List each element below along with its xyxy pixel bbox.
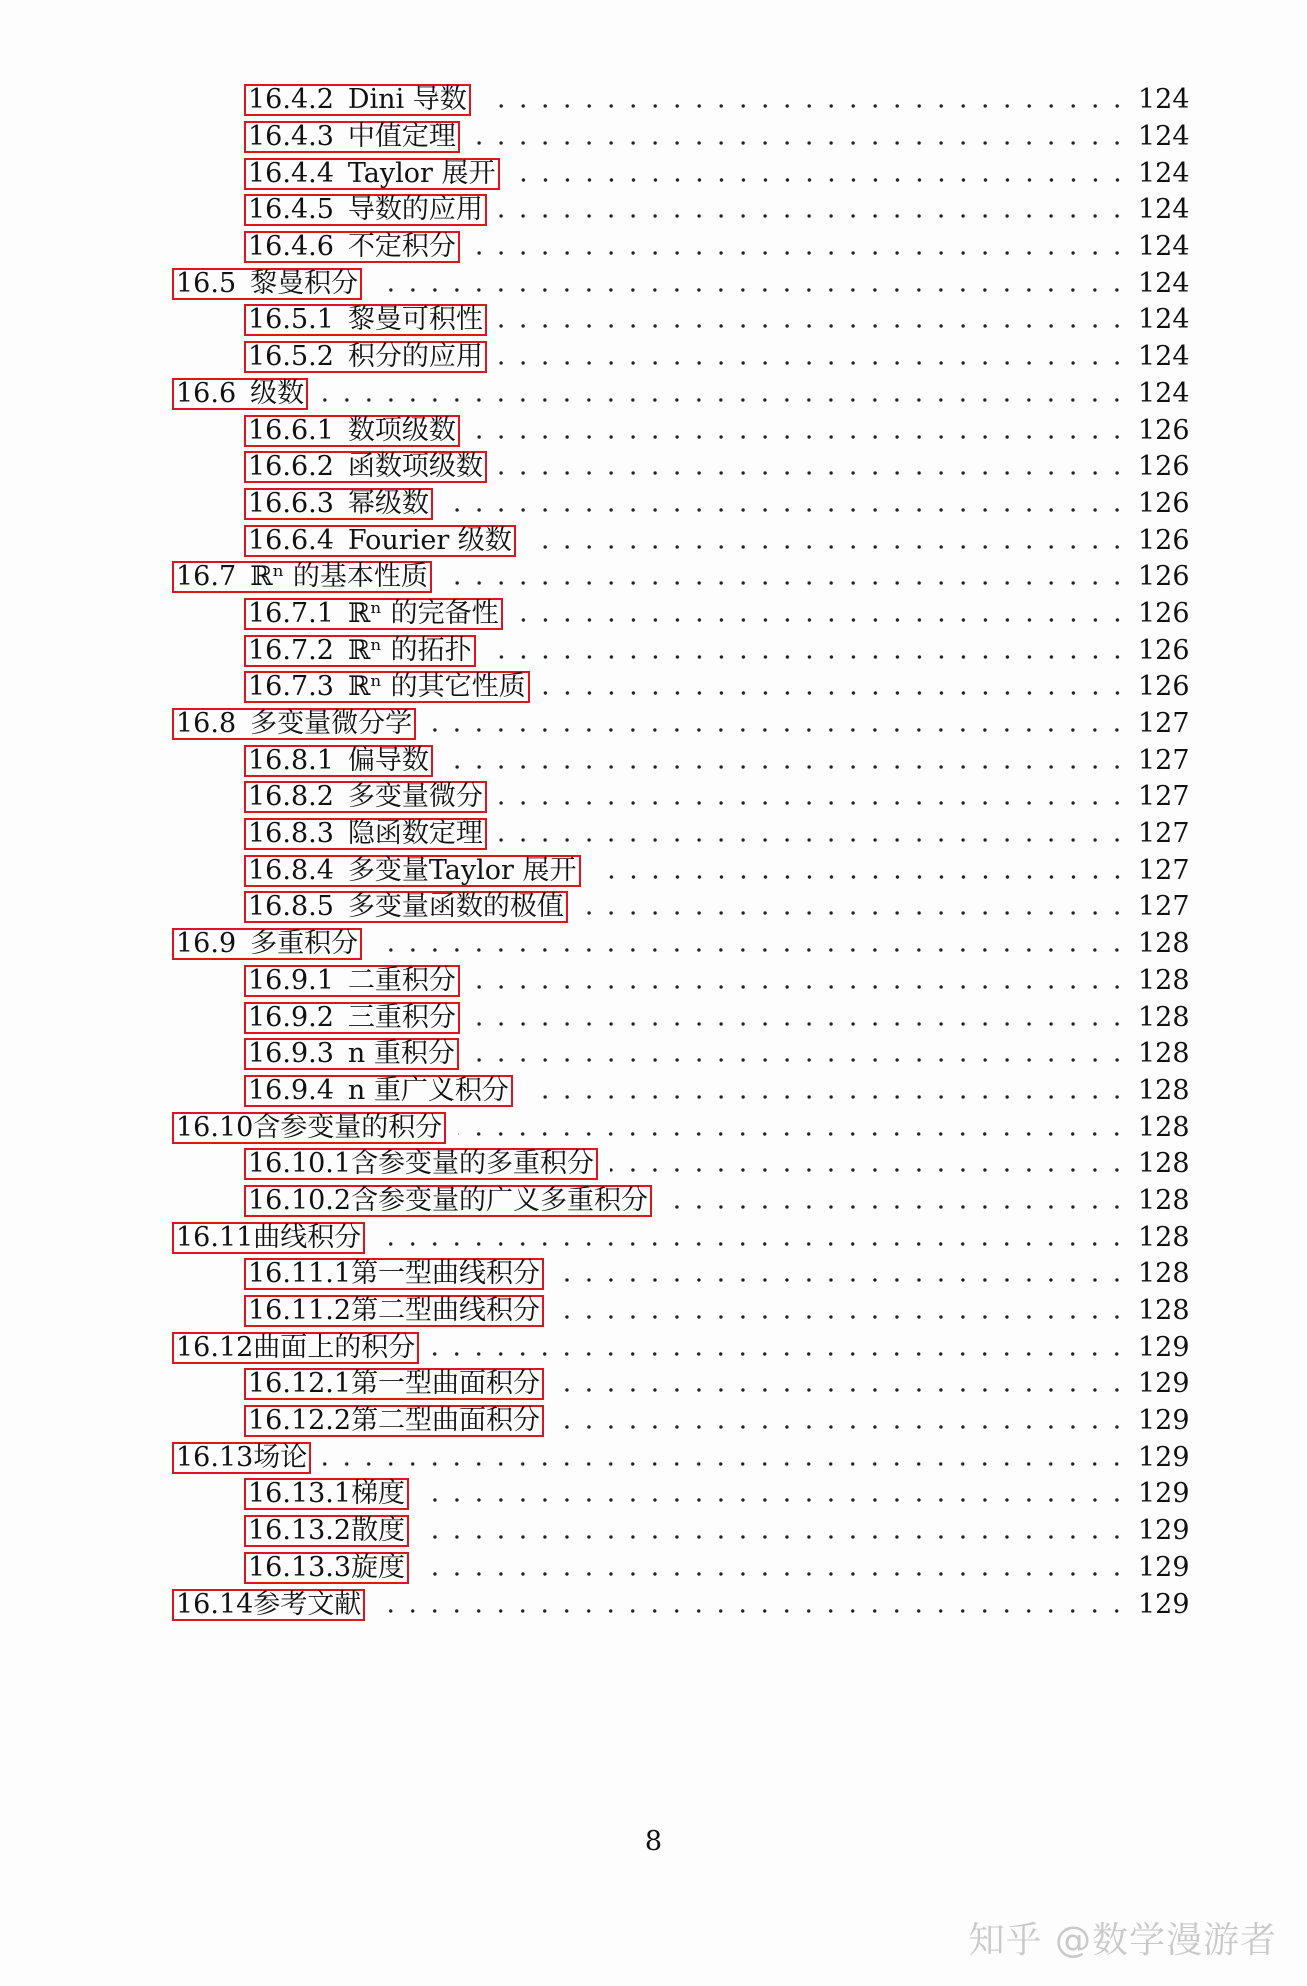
toc-section-number: 16.10 <box>176 1111 254 1143</box>
dot-leader <box>512 177 1128 183</box>
toc-section-title: 级数 <box>250 377 305 409</box>
toc-link[interactable] <box>244 1185 652 1217</box>
toc-section-title: 第一型曲线积分 <box>351 1258 541 1290</box>
toc-entry <box>172 779 1190 816</box>
dot-leader <box>471 1057 1128 1063</box>
toc-section-title: 不定积分 <box>347 231 456 263</box>
toc-link[interactable] <box>244 818 487 850</box>
dot-leader <box>374 287 1128 293</box>
toc-link[interactable] <box>244 84 471 116</box>
toc-entry <box>172 449 1190 486</box>
toc-section-title: 二重积分 <box>347 964 456 996</box>
toc-link[interactable] <box>172 378 308 410</box>
toc-section-number: 16.12.1 <box>248 1368 352 1400</box>
toc-section-number: 16.11.2 <box>248 1295 352 1327</box>
toc-section-number: 16.5.1 <box>248 304 334 336</box>
toc-page-number: 127 <box>1138 708 1190 740</box>
toc-entry <box>172 1293 1190 1330</box>
toc-section-number: 16.9.3 <box>248 1038 334 1070</box>
dot-leader <box>472 434 1128 440</box>
toc-section-number: 16.6.1 <box>248 414 334 446</box>
toc-page-number: 124 <box>1138 377 1190 409</box>
toc-page-number: 128 <box>1138 1295 1190 1327</box>
toc-section-number: 16.8.1 <box>248 744 334 776</box>
toc-page-number: 128 <box>1138 1074 1190 1106</box>
toc-link[interactable] <box>244 525 516 557</box>
dot-leader <box>556 1277 1128 1283</box>
toc-section-number: 16.4.5 <box>248 194 334 226</box>
toc-section-title: 黎曼积分 <box>250 267 359 299</box>
dot-leader <box>664 1204 1128 1210</box>
dot-leader <box>458 1131 1128 1137</box>
toc-page-number: 129 <box>1138 1478 1190 1510</box>
toc-entry <box>172 339 1190 376</box>
toc-link[interactable] <box>244 1258 544 1290</box>
toc-link[interactable] <box>244 415 460 447</box>
toc-page-number: 124 <box>1138 121 1190 153</box>
toc-link[interactable] <box>172 1222 365 1254</box>
toc-entry <box>172 1146 1190 1183</box>
dot-leader <box>445 764 1128 770</box>
dot-leader <box>421 1534 1128 1540</box>
toc-entry <box>172 1586 1190 1623</box>
toc-entry <box>172 1476 1190 1513</box>
toc-section-title: 幂级数 <box>347 487 429 519</box>
toc-section-title: n 重积分 <box>347 1038 455 1070</box>
toc-page-number: 128 <box>1138 1111 1190 1143</box>
dot-leader <box>421 1571 1128 1577</box>
toc-section-number: 16.12.2 <box>248 1405 352 1437</box>
dot-leader <box>445 507 1128 513</box>
toc-section-title: 含参变量的积分 <box>253 1111 443 1143</box>
toc-page-number: 129 <box>1138 1331 1190 1363</box>
toc-section-title: 数项级数 <box>347 414 456 446</box>
toc-section-title: 含参变量的多重积分 <box>351 1148 595 1180</box>
dot-leader <box>499 837 1128 843</box>
toc-entry <box>172 816 1190 853</box>
toc-page-number: 124 <box>1138 231 1190 263</box>
toc-section-title: Dini 导数 <box>347 84 467 116</box>
toc-link[interactable] <box>244 121 460 153</box>
toc-link[interactable] <box>172 268 362 300</box>
toc-section-title: 多重积分 <box>250 928 359 960</box>
dot-leader <box>556 1387 1128 1393</box>
toc-section-title: 曲线积分 <box>253 1221 362 1253</box>
toc-section-number: 16.4.4 <box>248 157 334 189</box>
toc-link[interactable] <box>244 1002 460 1034</box>
toc-entry <box>172 889 1190 926</box>
toc-section-title: 多变量微分 <box>347 781 483 813</box>
toc-entry <box>172 1183 1190 1220</box>
toc-link[interactable] <box>244 1478 409 1510</box>
dot-leader <box>499 323 1128 329</box>
toc-section-number: 16.13 <box>176 1441 254 1473</box>
toc-section-title: 积分的应用 <box>347 341 483 373</box>
dot-leader <box>374 947 1128 953</box>
dot-leader <box>444 580 1128 586</box>
toc-link[interactable] <box>244 1075 513 1107</box>
toc-link[interactable] <box>244 1148 598 1180</box>
toc-section-number: 16.7.2 <box>248 634 334 666</box>
toc-page-number: 129 <box>1138 1551 1190 1583</box>
toc-entry <box>172 192 1190 229</box>
toc-page-number: 129 <box>1138 1441 1190 1473</box>
toc-section-title: 参考文献 <box>253 1588 362 1620</box>
dot-leader <box>428 727 1128 733</box>
toc-section-number: 16.8 <box>176 708 237 740</box>
toc-section-title: 中值定理 <box>347 121 456 153</box>
toc-link[interactable] <box>244 488 433 520</box>
toc-link[interactable] <box>244 671 530 703</box>
toc-link[interactable] <box>172 1332 419 1364</box>
toc-section-number: 16.14 <box>176 1588 254 1620</box>
watermark: 知乎 @数学漫游者 <box>968 1920 1277 1961</box>
toc-page-number: 126 <box>1138 487 1190 519</box>
toc-link[interactable] <box>244 745 433 777</box>
dot-leader <box>610 1167 1128 1173</box>
toc-section-number: 16.10.2 <box>248 1184 352 1216</box>
toc-entry <box>172 302 1190 339</box>
toc-link[interactable] <box>244 1295 544 1327</box>
toc-section-title: 多变量Taylor 展开 <box>347 854 577 886</box>
toc-section-number: 16.13.2 <box>248 1515 352 1547</box>
dot-leader <box>556 1424 1128 1430</box>
toc-section-number: 16.4.6 <box>248 231 334 263</box>
toc-section-title: Taylor 展开 <box>347 157 496 189</box>
dot-leader <box>525 1094 1128 1100</box>
toc-link[interactable] <box>244 304 487 336</box>
toc-entry <box>172 1366 1190 1403</box>
toc-section-title: 曲面上的积分 <box>253 1331 416 1363</box>
toc-link[interactable] <box>244 451 487 483</box>
toc-section-title: 第二型曲线积分 <box>351 1295 541 1327</box>
toc-entry <box>172 596 1190 633</box>
dot-leader <box>542 690 1128 696</box>
toc-page-number: 126 <box>1138 597 1190 629</box>
dot-leader <box>472 140 1128 146</box>
toc-entry <box>172 229 1190 266</box>
toc-page-number: 129 <box>1138 1515 1190 1547</box>
toc-entry <box>172 1403 1190 1440</box>
toc-entry <box>172 1550 1190 1587</box>
toc-section-number: 16.6.3 <box>248 487 334 519</box>
toc-link[interactable] <box>244 855 581 887</box>
toc-link[interactable] <box>244 1405 544 1437</box>
table-of-contents <box>172 82 1190 1623</box>
toc-section-title: n 重广义积分 <box>347 1074 509 1106</box>
toc-link[interactable] <box>244 158 500 190</box>
toc-link[interactable] <box>172 561 432 593</box>
toc-entry <box>172 265 1190 302</box>
toc-link[interactable] <box>244 1552 409 1584</box>
toc-page-number: 128 <box>1138 928 1190 960</box>
dot-leader <box>499 360 1128 366</box>
toc-section-title: 多变量微分学 <box>250 708 413 740</box>
dot-leader <box>593 874 1128 880</box>
dot-leader <box>377 1608 1128 1614</box>
toc-page-number: 128 <box>1138 964 1190 996</box>
toc-section-title: 多变量函数的极值 <box>347 891 564 923</box>
toc-page-number: 128 <box>1138 1038 1190 1070</box>
toc-section-title: 梯度 <box>351 1478 406 1510</box>
toc-link[interactable] <box>244 341 487 373</box>
toc-section-title: 黎曼可积性 <box>347 304 483 336</box>
toc-link[interactable] <box>244 1515 409 1547</box>
toc-section-title: 散度 <box>351 1515 406 1547</box>
toc-section-title: ℝⁿ 的基本性质 <box>250 561 428 593</box>
toc-entry <box>172 522 1190 559</box>
dot-leader <box>323 1461 1128 1467</box>
toc-link[interactable] <box>244 1038 459 1070</box>
dot-leader <box>320 397 1128 403</box>
dot-leader <box>515 617 1128 623</box>
toc-entry <box>172 999 1190 1036</box>
dot-leader <box>488 654 1128 660</box>
toc-page-number: 126 <box>1138 671 1190 703</box>
toc-section-number: 16.6.4 <box>248 524 334 556</box>
dot-leader <box>483 103 1128 109</box>
toc-section-number: 16.13.1 <box>248 1478 352 1510</box>
toc-entry <box>172 926 1190 963</box>
toc-section-number: 16.6.2 <box>248 451 334 483</box>
toc-section-title: ℝⁿ 的拓扑 <box>347 634 472 666</box>
toc-page-number: 128 <box>1138 1258 1190 1290</box>
toc-page-number: 128 <box>1138 1221 1190 1253</box>
dot-leader <box>431 1351 1128 1357</box>
toc-link[interactable] <box>172 1589 365 1621</box>
toc-page-number: 124 <box>1138 157 1190 189</box>
toc-link[interactable] <box>172 1112 446 1144</box>
toc-entry <box>172 376 1190 413</box>
toc-page-number: 124 <box>1138 304 1190 336</box>
toc-entry <box>172 1109 1190 1146</box>
toc-link[interactable] <box>244 891 568 923</box>
page-number: 8 <box>644 1826 663 1857</box>
toc-section-title: 旋度 <box>351 1551 406 1583</box>
toc-page-number: 128 <box>1138 1184 1190 1216</box>
toc-page-number: 127 <box>1138 818 1190 850</box>
toc-link[interactable] <box>244 231 460 263</box>
toc-page-number: 128 <box>1138 1001 1190 1033</box>
dot-leader <box>528 544 1128 550</box>
toc-page-number: 127 <box>1138 891 1190 923</box>
toc-entry <box>172 632 1190 669</box>
dot-leader <box>377 1241 1128 1247</box>
toc-section-number: 16.9.4 <box>248 1074 334 1106</box>
toc-entry <box>172 742 1190 779</box>
dot-leader <box>472 250 1128 256</box>
toc-section-title: 导数的应用 <box>347 194 483 226</box>
toc-page-number: 126 <box>1138 414 1190 446</box>
toc-page-number: 124 <box>1138 194 1190 226</box>
toc-entry <box>172 1329 1190 1366</box>
toc-page-number: 124 <box>1138 267 1190 299</box>
toc-entry <box>172 486 1190 523</box>
toc-section-title: Fourier 级数 <box>347 524 512 556</box>
toc-page-number: 127 <box>1138 781 1190 813</box>
toc-section-number: 16.5.2 <box>248 341 334 373</box>
toc-link[interactable] <box>244 781 487 813</box>
toc-entry <box>172 1073 1190 1110</box>
toc-section-number: 16.4.2 <box>248 84 334 116</box>
toc-entry <box>172 669 1190 706</box>
toc-entry <box>172 1256 1190 1293</box>
toc-section-number: 16.8.2 <box>248 781 334 813</box>
toc-entry <box>172 559 1190 596</box>
toc-section-number: 16.9.1 <box>248 964 334 996</box>
dot-leader <box>472 1021 1128 1027</box>
toc-entry <box>172 1439 1190 1476</box>
toc-page-number: 124 <box>1138 341 1190 373</box>
toc-section-title: ℝⁿ 的完备性 <box>347 597 499 629</box>
toc-entry <box>172 963 1190 1000</box>
toc-link[interactable] <box>244 194 487 226</box>
toc-page-number: 129 <box>1138 1588 1190 1620</box>
toc-section-number: 16.6 <box>176 377 237 409</box>
dot-leader <box>472 984 1128 990</box>
toc-section-number: 16.5 <box>176 267 237 299</box>
toc-page-number: 124 <box>1138 84 1190 116</box>
toc-section-title: 第二型曲面积分 <box>351 1405 541 1437</box>
toc-page-number: 127 <box>1138 854 1190 886</box>
toc-link[interactable] <box>244 1368 544 1400</box>
toc-page-number: 128 <box>1138 1148 1190 1180</box>
toc-section-number: 16.7.3 <box>248 671 334 703</box>
toc-page-number: 126 <box>1138 561 1190 593</box>
toc-entry <box>172 82 1190 119</box>
toc-entry <box>172 1219 1190 1256</box>
dot-leader <box>499 470 1128 476</box>
toc-section-number: 16.7.1 <box>248 597 334 629</box>
toc-page-number: 126 <box>1138 634 1190 666</box>
toc-section-title: ℝⁿ 的其它性质 <box>347 671 526 703</box>
toc-page-number: 129 <box>1138 1368 1190 1400</box>
toc-entry <box>172 1036 1190 1073</box>
toc-section-title: 第一型曲面积分 <box>351 1368 541 1400</box>
toc-section-number: 16.8.5 <box>248 891 334 923</box>
dot-leader <box>580 910 1128 916</box>
dot-leader <box>421 1497 1128 1503</box>
toc-section-title: 场论 <box>253 1441 308 1473</box>
toc-section-number: 16.4.3 <box>248 121 334 153</box>
toc-page-number: 126 <box>1138 524 1190 556</box>
toc-section-number: 16.8.4 <box>248 854 334 886</box>
toc-page-number: 126 <box>1138 451 1190 483</box>
toc-entry <box>172 706 1190 743</box>
toc-section-number: 16.8.3 <box>248 818 334 850</box>
toc-link[interactable] <box>172 928 362 960</box>
toc-link[interactable] <box>172 708 416 740</box>
dot-leader <box>499 800 1128 806</box>
toc-link[interactable] <box>172 1442 311 1474</box>
toc-page-number: 127 <box>1138 744 1190 776</box>
toc-section-title: 三重积分 <box>347 1001 456 1033</box>
toc-link[interactable] <box>244 635 476 667</box>
toc-section-number: 16.9.2 <box>248 1001 334 1033</box>
toc-section-title: 含参变量的广义多重积分 <box>351 1184 649 1216</box>
toc-section-number: 16.7 <box>176 561 237 593</box>
toc-section-number: 16.11 <box>176 1221 254 1253</box>
toc-link[interactable] <box>244 965 460 997</box>
toc-section-title: 函数项级数 <box>347 451 483 483</box>
toc-section-title: 偏导数 <box>347 744 429 776</box>
toc-section-number: 16.12 <box>176 1331 254 1363</box>
toc-section-number: 16.13.3 <box>248 1551 352 1583</box>
toc-link[interactable] <box>244 598 503 630</box>
toc-entry <box>172 852 1190 889</box>
toc-entry <box>172 155 1190 192</box>
toc-section-number: 16.9 <box>176 928 237 960</box>
dot-leader <box>556 1314 1128 1320</box>
toc-section-number: 16.10.1 <box>248 1148 352 1180</box>
toc-section-title: 隐函数定理 <box>347 818 483 850</box>
toc-entry <box>172 412 1190 449</box>
toc-page-number: 129 <box>1138 1405 1190 1437</box>
toc-entry <box>172 119 1190 156</box>
toc-entry <box>172 1513 1190 1550</box>
dot-leader <box>499 213 1128 219</box>
toc-section-number: 16.11.1 <box>248 1258 352 1290</box>
